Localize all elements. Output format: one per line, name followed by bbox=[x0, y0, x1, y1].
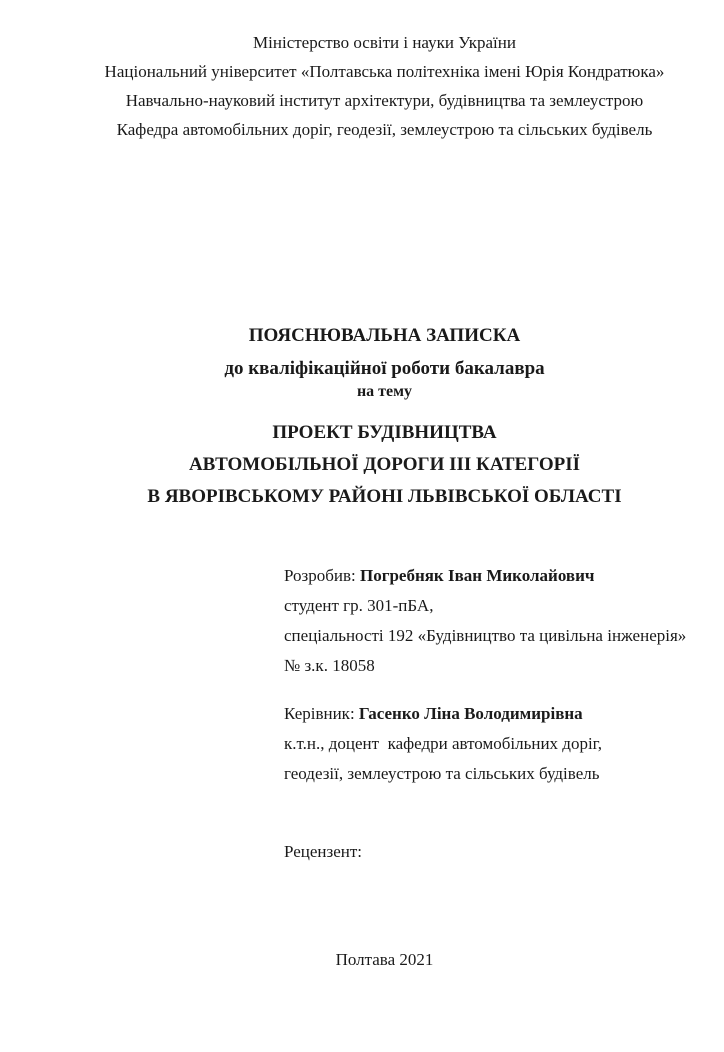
developer-detail-record-number: № з.к. 18058 bbox=[284, 656, 375, 675]
reviewer-block bbox=[284, 837, 669, 867]
institution-header bbox=[100, 28, 669, 144]
developer-label: Розробив: bbox=[284, 566, 360, 585]
institute-line: Навчально-науковий інститут архітектури, будівництва та землеустрою bbox=[125, 91, 644, 110]
developer-name: Погребняк Іван Миколайович bbox=[360, 566, 595, 585]
supervisor-label: Керівник: bbox=[284, 704, 359, 723]
document-type-title: ПОЯСНЮВАЛЬНА ЗАПИСКА bbox=[248, 325, 521, 346]
document-type-subtitle: до кваліфікаційної роботи бакалавра bbox=[224, 358, 545, 379]
developer-line bbox=[284, 561, 669, 591]
city-year: Полтава 2021 bbox=[335, 950, 434, 969]
topic-label: на тему bbox=[356, 383, 413, 400]
developer-detail-speciality: спеціальності 192 «Будівництво та цивільна інженерія» bbox=[284, 626, 687, 645]
credits-block bbox=[284, 561, 687, 867]
developer-detail-group: студент гр. 301-пБА, bbox=[284, 596, 434, 615]
supervisor-line bbox=[284, 699, 669, 729]
developer-block bbox=[284, 561, 687, 681]
ministry-line: Міністерство освіти і науки України bbox=[253, 33, 516, 52]
supervisor-name: Гасенко Ліна Володимирівна bbox=[358, 704, 583, 723]
thesis-title-line-3: В ЯВОРІВСЬКОМУ РАЙОНІ ЛЬВІВСЬКОЇ ОБЛАСТІ bbox=[147, 486, 622, 507]
reviewer-label: Рецензент: bbox=[284, 842, 363, 861]
thesis-title bbox=[100, 417, 669, 513]
thesis-title-line-1: ПРОЕКТ БУДІВНИЦТВА bbox=[272, 422, 497, 443]
thesis-title-line-2: АВТОМОБІЛЬНОЇ ДОРОГИ ІІІ КАТЕГОРІЇ bbox=[188, 454, 581, 475]
document-type-block bbox=[100, 324, 669, 402]
department-line: Кафедра автомобільних доріг, геодезії, землеустрою та сільських будівель bbox=[116, 120, 653, 139]
supervisor-block bbox=[284, 699, 669, 789]
university-line: Національний університет «Полтавська політехніка імені Юрія Кондратюка» bbox=[104, 62, 665, 81]
supervisor-detail-position: к.т.н., доцент кафедри автомобільних доріг, bbox=[284, 734, 602, 753]
supervisor-detail-department: геодезії, землеустрою та сільських будівель bbox=[284, 764, 600, 783]
